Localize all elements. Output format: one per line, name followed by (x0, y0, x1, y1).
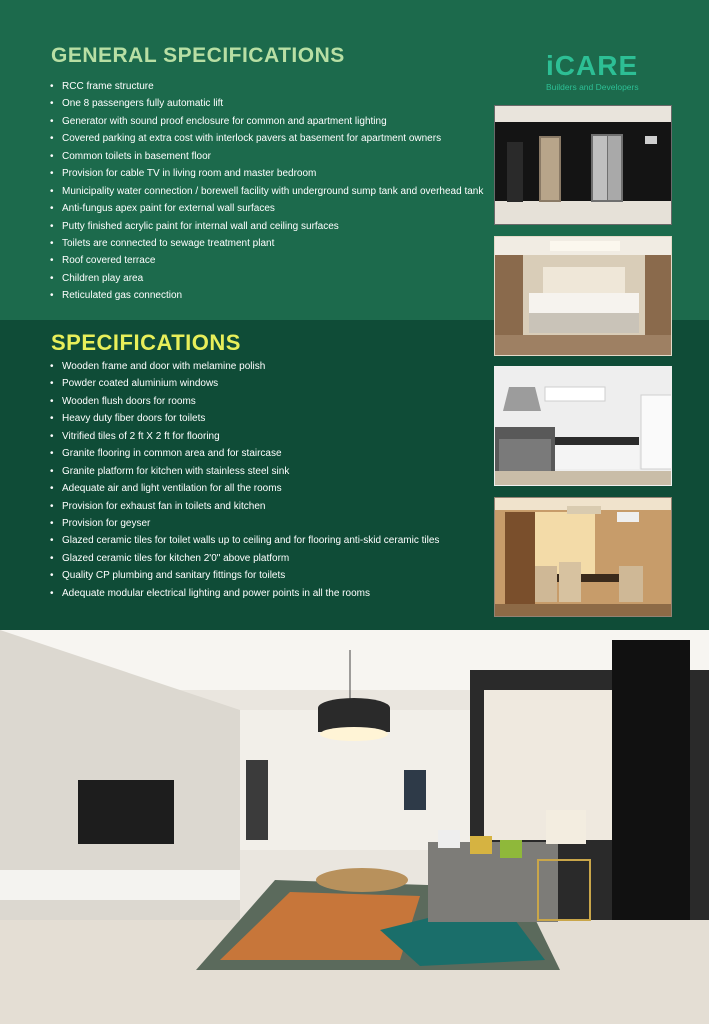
specifications-list (50, 358, 490, 602)
spec-item: • Common toilets in basement floor (50, 148, 490, 165)
spec-item: • RCC frame structure (50, 78, 490, 95)
kitchen-photo (494, 366, 672, 486)
spec-item: • Quality CP plumbing and sanitary fittings for toilets (50, 567, 490, 584)
spec-item: • Glazed ceramic tiles for toilet walls up to ceiling and for flooring anti-skid ceramic tiles (50, 532, 490, 549)
spec-item: • Vitrified tiles of 2 ft X 2 ft for flooring (50, 428, 490, 445)
spec-item: • Putty finished acrylic paint for internal wall and ceiling surfaces (50, 218, 490, 235)
spec-item: • Municipality water connection / borewell facility with underground sump tank and overhead tank (50, 183, 490, 200)
spec-item: • Glazed ceramic tiles for kitchen 2'0" above platform (50, 550, 490, 567)
spec-item: • Provision for cable TV in living room and master bedroom (50, 165, 490, 182)
general-specifications-list (50, 78, 490, 305)
spec-item: • Heavy duty fiber doors for toilets (50, 410, 490, 427)
dining-room-photo (494, 497, 672, 617)
spec-item: • Covered parking at extra cost with interlock pavers at basement for apartment owners (50, 130, 490, 147)
spec-item: • Toilets are connected to sewage treatment plant (50, 235, 490, 252)
specifications-title: SPECIFICATIONS (51, 330, 241, 355)
spec-item: • One 8 passengers fully automatic lift (50, 95, 490, 112)
bedroom-photo (494, 236, 672, 356)
spec-item: • Provision for exhaust fan in toilets and kitchen (50, 498, 490, 515)
spec-item: • Granite flooring in common area and for staircase (50, 445, 490, 462)
brand-logo (546, 52, 666, 92)
lift-lobby-photo (494, 105, 672, 225)
spec-item: • Reticulated gas connection (50, 287, 490, 304)
spec-item: • Powder coated aluminium windows (50, 375, 490, 392)
brand-tagline: Builders and Developers (546, 82, 639, 92)
spec-item: • Generator with sound proof enclosure for common and apartment lighting (50, 113, 490, 130)
living-room-photo (0, 630, 709, 1024)
spec-item: • Wooden flush doors for rooms (50, 393, 490, 410)
spec-item: • Children play area (50, 270, 490, 287)
brand-name: iCARE (546, 50, 639, 81)
spec-item: • Wooden frame and door with melamine polish (50, 358, 490, 375)
spec-item: • Granite platform for kitchen with stainless steel sink (50, 463, 490, 480)
spec-item: • Provision for geyser (50, 515, 490, 532)
general-specifications-title: GENERAL SPECIFICATIONS (51, 44, 345, 67)
spec-item: • Anti-fungus apex paint for external wall surfaces (50, 200, 490, 217)
spec-item: • Roof covered terrace (50, 252, 490, 269)
spec-item: • Adequate air and light ventilation for all the rooms (50, 480, 490, 497)
spec-item: • Adequate modular electrical lighting and power points in all the rooms (50, 585, 490, 602)
